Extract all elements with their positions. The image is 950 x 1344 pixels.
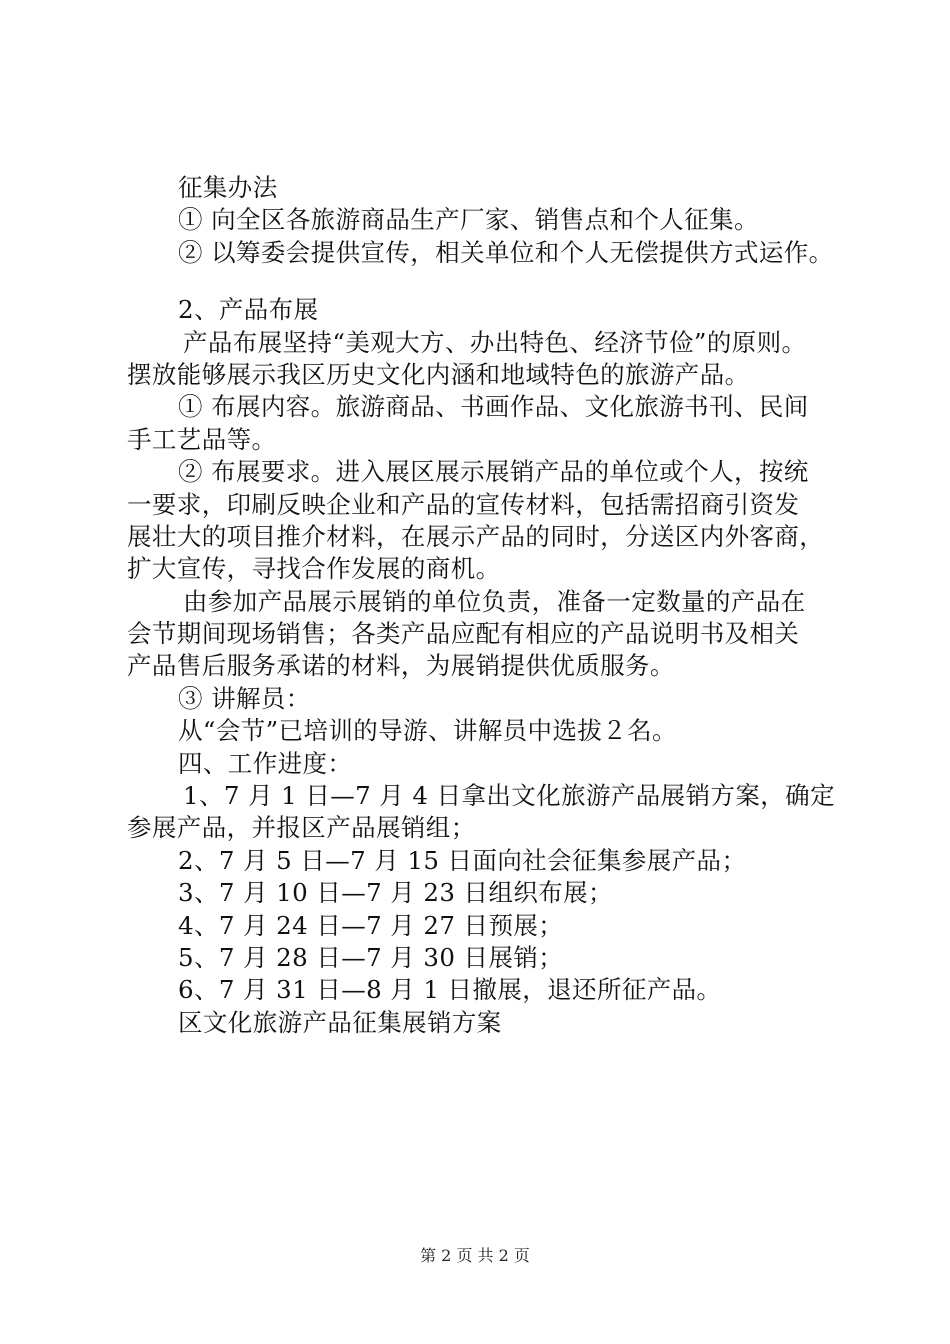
paragraph-line: 手工艺品等。 xyxy=(127,424,277,454)
paragraph-line: ② 以筹委会提供宣传，相关单位和个人无偿提供方式运作。 xyxy=(178,237,834,267)
schedule-item: 4、7 月 24 日—7 月 27 日预展； xyxy=(178,910,564,940)
paragraph-line: 一要求，印刷反映企业和产品的宣传材料，包括需招商引资发 xyxy=(127,489,800,519)
paragraph-line: 从“会节”已培训的导游、讲解员中选拔２名。 xyxy=(178,716,677,746)
schedule-item: 2、7 月 5 日—7 月 15 日面向社会征集参展产品； xyxy=(178,845,747,875)
schedule-item: 3、7 月 10 日—7 月 23 日组织布展； xyxy=(178,878,613,908)
schedule-item: 参展产品，并报区产品展销组； xyxy=(127,813,476,843)
section-heading-product-exhibit: 2、产品布展 xyxy=(178,295,319,325)
paragraph-line: 展壮大的项目推介材料，在展示产品的同时，分送区内外客商， xyxy=(127,521,825,551)
paragraph-line: 会节期间现场销售；各类产品应配有相应的产品说明书及相关 xyxy=(127,619,800,649)
document-title-line: 区文化旅游产品征集展销方案 xyxy=(178,1007,502,1037)
paragraph-line: 产品售后服务承诺的材料，为展销提供优质服务。 xyxy=(127,651,675,681)
blank-line xyxy=(127,269,847,294)
section-heading-collection-method: 征集办法 xyxy=(178,173,278,202)
paragraph-line: 摆放能够展示我区历史文化内涵和地域特色的旅游产品。 xyxy=(127,359,750,389)
section-heading-work-schedule: 四、工作进度： xyxy=(178,748,353,778)
page-number-label: 第 2 页 共 2 页 xyxy=(420,1246,530,1265)
schedule-item: 5、7 月 28 日—7 月 30 日展销； xyxy=(178,942,564,972)
schedule-item: 1、7 月 1 日—7 月 4 日拿出文化旅游产品展销方案，确定 xyxy=(183,781,835,811)
paragraph-line: 由参加产品展示展销的单位负责，准备一定数量的产品在 xyxy=(183,586,806,616)
document-body xyxy=(127,172,847,1039)
paragraph-line: ③ 讲解员： xyxy=(178,683,311,713)
paragraph-line: ① 布展内容。旅游商品、书画作品、文化旅游书刊、民间 xyxy=(178,392,809,422)
paragraph-line: 扩大宣传，寻找合作发展的商机。 xyxy=(127,554,501,584)
page-footer xyxy=(0,1243,950,1266)
paragraph-line: ① 向全区各旅游商品生产厂家、销售点和个人征集。 xyxy=(178,205,759,235)
schedule-item: 6、7 月 31 日—8 月 1 日撤展，退还所征产品。 xyxy=(178,975,722,1005)
paragraph-line: 产品布展坚持“美观大方、办出特色、经济节俭”的原则。 xyxy=(183,327,807,357)
paragraph-line: ② 布展要求。进入展区展示展销产品的单位或个人，按统 xyxy=(178,457,809,487)
